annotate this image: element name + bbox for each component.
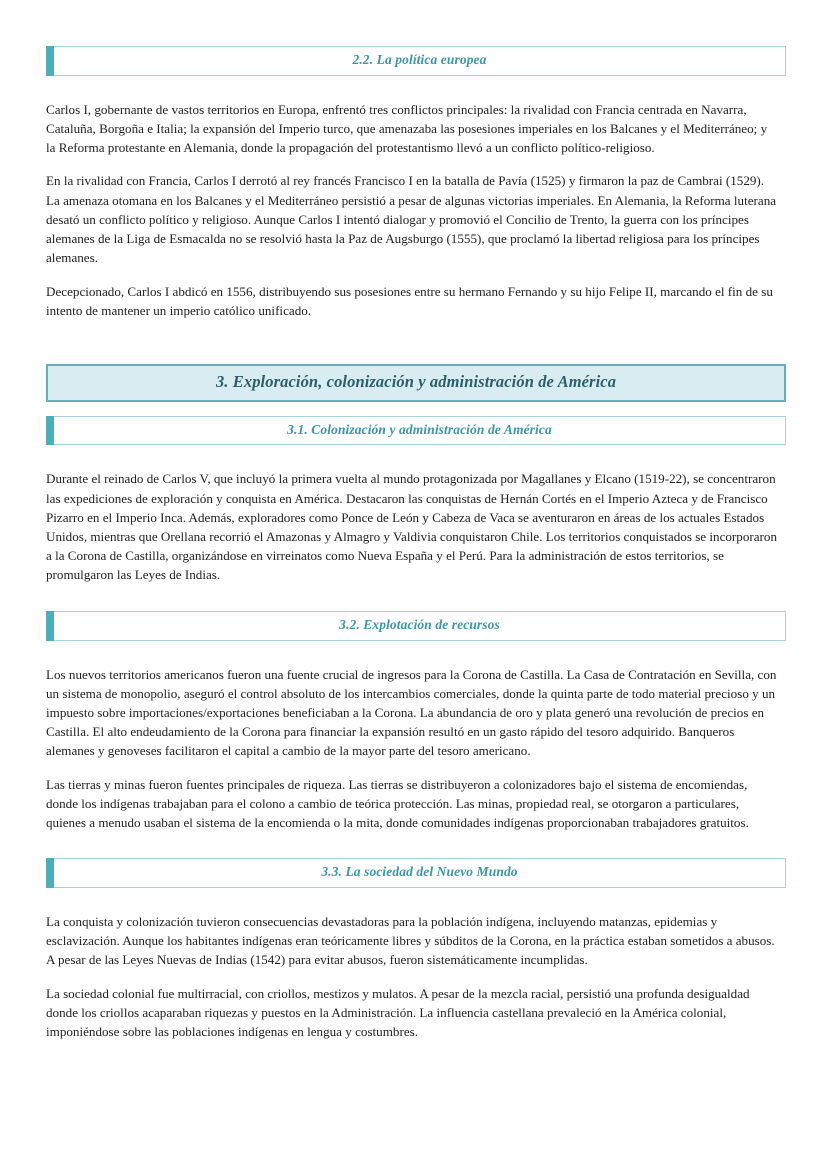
spacer — [46, 76, 786, 100]
subsection-title: 3.3. La sociedad del Nuevo Mundo — [321, 864, 518, 880]
spacer — [46, 585, 786, 611]
subsection-title: 3.2. Explotación de recursos — [339, 616, 500, 632]
section-heading-3 — [46, 364, 786, 402]
spacer — [46, 832, 786, 858]
spacer — [46, 970, 786, 984]
paragraph: Carlos I, gobernante de vastos territorios en Europa, enfrentó tres conflictos principales: la rivalidad con Francia centrada en Navarra, Cataluña, Borgoña e Italia; la expansión del Imperio turco, que amenazaba las posesiones imperiales en los Balcanes y el Mediterráneo; y la Reforma protestante en Alemania, donde la propagación del protestantismo llevó a un conflicto político-religioso. — [46, 101, 768, 156]
subsection-title: 3.1. Colonización y administración de América — [287, 421, 552, 437]
spacer — [46, 402, 786, 416]
paragraph: Las tierras y minas fueron fuentes principales de riqueza. Las tierras se distribuyeron a colonizadores bajo el sistema de encomiendas, donde los indígenas trabajaban para el colono a cambio de teórica protección. Las minas, propiedad real, se otorgaron a particulares, quienes a menudo usaban el sistema de la encomienda o la mita, donde comunidades indígenas proporcionaban trabajadores gratuitos. — [46, 776, 749, 830]
subsection-heading-box — [54, 858, 786, 888]
paragraph: Durante el reinado de Carlos V, que incluyó la primera vuelta al mundo protagonizada por Magallanes y Elcano (1519-22), se concentraron las expediciones de exploración y conquista en América. Destacaron las conquistas de Hernán Cortés en el Imperio Azteca y de Francisco Pizarro en el Imperio Inca. Además, exploradores como Ponce de León y Cabeza de Vaca se aventuraron en áreas de los actuales Estados Unidos, mientras que Orellana recorrió el Amazonas y Almagro y Valdivia conquistaron Chile. Los territorios conquistados se incorporaron a la Corona de Castilla, organizándose en virreinatos como Nueva España y el Perú. Para la administración de estos territorios, se promulgaron las Leyes de Indias. — [46, 471, 778, 583]
subsection-heading-box — [54, 611, 786, 641]
section-title: 3. Exploración, colonización y administración de América — [215, 371, 617, 391]
spacer — [46, 888, 786, 912]
subsection-heading-3-3 — [46, 858, 786, 888]
paragraph: Decepcionado, Carlos I abdicó en 1556, distribuyendo sus posesiones entre su hermano Fernando y su hijo Felipe II, marcando el fin de su intento de mantener un imperio católico unificado. — [46, 283, 773, 318]
subsection-heading-box — [54, 46, 786, 76]
spacer — [46, 445, 786, 469]
subsection-heading-3-2 — [46, 611, 786, 641]
paragraph: La sociedad colonial fue multirracial, con criollos, mestizos y mulatos. A pesar de la mezcla racial, persistió una profunda desigualdad donde los criollos acaparaban riquezas y puestos en la Administración. La influencia castellana prevaleció en la América colonial, imponiéndose sobre las poblaciones indígenas en lengua y costumbres. — [46, 985, 750, 1040]
subsection-heading-3-1 — [46, 416, 786, 446]
spacer — [46, 268, 786, 282]
accent-bar-icon — [46, 416, 54, 446]
spacer — [46, 641, 786, 665]
accent-bar-icon — [46, 46, 54, 76]
document-content — [46, 46, 786, 1041]
paragraph: En la rivalidad con Francia, Carlos I derrotó al rey francés Francisco I en la batalla de Pavía (1525) y firmaron la paz de Cambrai (1529). La amenaza otomana en los Balcanes y el Mediterráneo persistió a pesar de algunas victorias imperiales. En Alemania, la Reforma luterana desató un conflicto político y religioso. Aunque Carlos I intentó dialogar y promovió el Concilio de Trento, la guerra con los príncipes alemanes de la Liga de Esmacalda no se resolvió hasta la Paz de Augsburgo (1555), que proclamó la libertad religiosa para los príncipes alemanes. — [46, 173, 777, 266]
accent-bar-icon — [46, 858, 54, 888]
accent-bar-icon — [46, 611, 54, 641]
paragraph: La conquista y colonización tuvieron consecuencias devastadoras para la población indígena, incluyendo matanzas, epidemias y esclavización. Aunque los habitantes indígenas eran teóricamente libres y súbditos de la Corona, en la práctica estaban sometidos a abusos. A pesar de las Leyes Nuevas de Indias (1542) para evitar abusos, fueron sistemáticamente incumplidas. — [46, 914, 775, 968]
spacer — [46, 761, 786, 775]
paragraph: Los nuevos territorios americanos fueron una fuente crucial de ingresos para la Corona de Castilla. La Casa de Contratación en Sevilla, con un sistema de monopolio, aseguró el control absoluto de los intercambios comerciales, donde la quinta parte de todo material precioso y un impuesto sobre importaciones/exportaciones beneficiaban a la Corona. La abundancia de oro y plata generó una revolución de precios en Castilla. El alto endeudamiento de la Corona para financiar la expansión resultó en un gasto rápido del tesoro adquirido. Banqueros alemanes y genoveses facilitaron el capital a cambio de la mayor parte del tesoro americano. — [46, 666, 777, 759]
subsection-heading-2-2 — [46, 46, 786, 76]
subsection-title: 2.2. La política europea — [352, 52, 487, 67]
spacer — [46, 320, 786, 364]
subsection-heading-box — [54, 416, 786, 446]
spacer — [46, 157, 786, 171]
